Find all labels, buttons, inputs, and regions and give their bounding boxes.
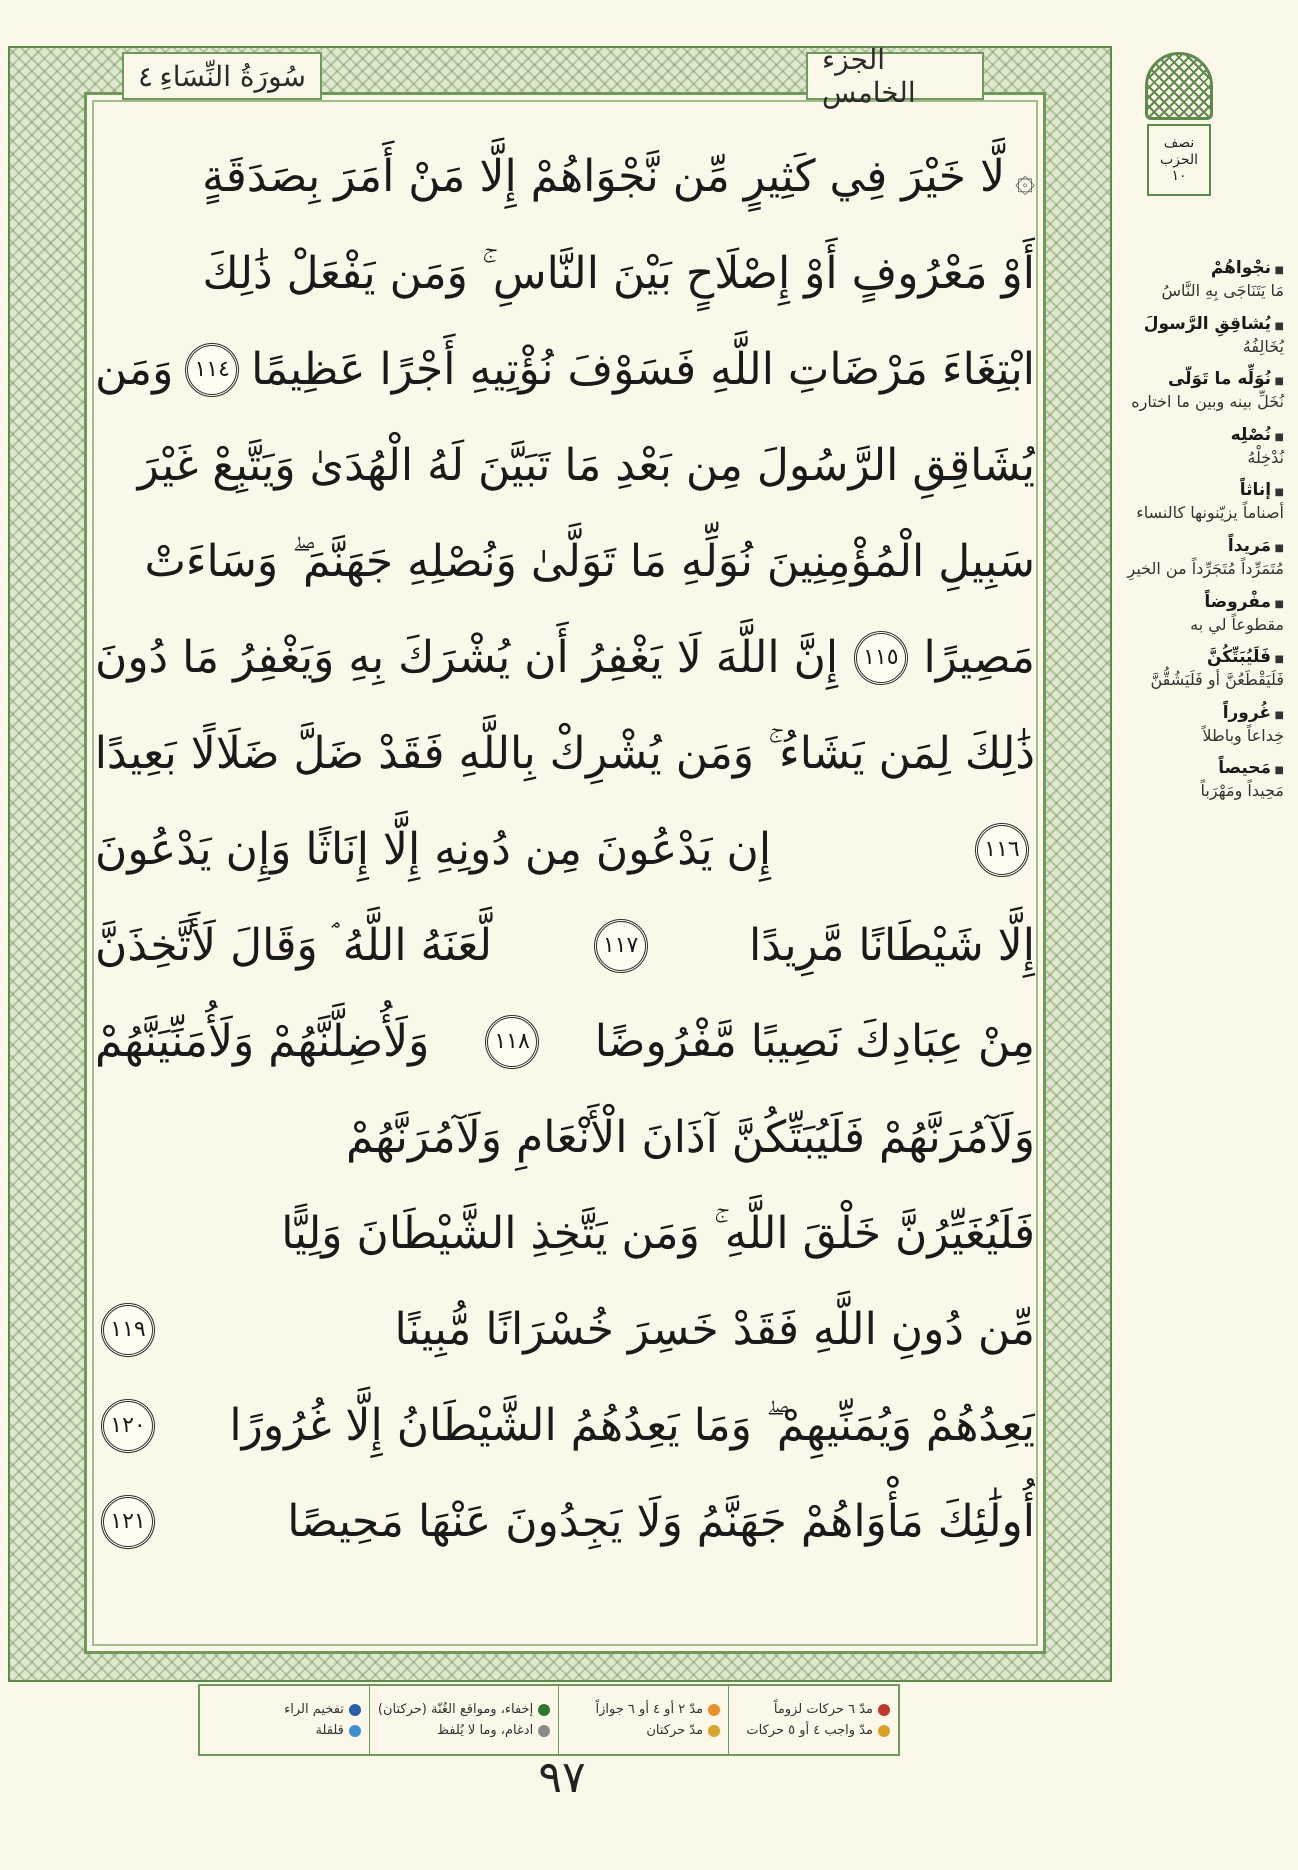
legend-item: تفخيم الراء xyxy=(208,1702,361,1717)
verse-line: ۞لَّا خَيْرَ فِي كَثِيرٍ مِّن نَّجْوَاهُمْ إِلَّا مَنْ أَمَرَ بِصَدَقَةٍ xyxy=(202,150,1035,202)
ayah-number-marker: ١٢١ xyxy=(101,1495,155,1549)
glossary-item: ■ نجْواهُمْ مَا يَتَنَاجَى بِهِ النَّاسُ xyxy=(1124,258,1284,304)
glossary-item: ■ فَلَيُبَتِّكُنَّ فَلَيَقْطَعُنَّ أو فَلَيَشُقُّنَّ xyxy=(1124,647,1284,693)
ayah-number-marker: ١١٦ xyxy=(975,823,1029,877)
color-dot-icon xyxy=(349,1704,361,1716)
glossary-item: ■ مفْروضاً مقطوعاً لي به xyxy=(1124,592,1284,638)
color-dot-icon xyxy=(878,1704,890,1716)
verse-line: فَلَيُغَيِّرُنَّ خَلْقَ اللَّهِ ۚ وَمَن يَتَّخِذِ الشَّيْطَانَ وَلِيًّا xyxy=(281,1208,1035,1259)
legend-column xyxy=(728,1686,898,1754)
surah-number: ٤ xyxy=(138,59,154,93)
verse-line: إِلَّا شَيْطَانًا مَّرِيدًا ١١٧ لَّعَنَهُ اللَّهُ ۘ وَقَالَ لَأَتَّخِذَنَّ xyxy=(95,920,1035,971)
legend-item: مدّ حركتان xyxy=(567,1723,720,1738)
ayah-number-marker: ١١٤ xyxy=(185,343,239,397)
ayah-number-marker: ١١٧ xyxy=(594,919,648,973)
ayah-number-marker: ١١٨ xyxy=(485,1015,539,1069)
glossary-item: ■ إناثاً أصناماً يزيّنونها كالنساء xyxy=(1124,480,1284,526)
verse-line: أَوْ مَعْرُوفٍ أَوْ إِصْلَاحٍ بَيْنَ النَّاسِ ۚ وَمَن يَفْعَلْ ذَٰلِكَ xyxy=(202,248,1035,299)
color-dot-icon xyxy=(349,1725,361,1737)
glossary-item: ■ غُروراً خِداعاً وباطلاً xyxy=(1124,703,1284,749)
glossary-item: ■ مَحيصاً مَحِيداً ومَهْرَباً xyxy=(1124,758,1284,804)
verse-line: ابْتِغَاءَ مَرْضَاتِ اللَّهِ فَسَوْفَ نُؤْتِيهِ أَجْرًا عَظِيمًا ١١٤ وَمَن xyxy=(95,344,1035,395)
verses-block xyxy=(95,130,1035,1640)
hizb-ornament-icon xyxy=(1145,52,1213,120)
color-dot-icon xyxy=(708,1704,720,1716)
ayah-number-marker: ١١٥ xyxy=(854,631,908,685)
verse-line: يَعِدُهُمْ وَيُمَنِّيهِمْ ۖ وَمَا يَعِدُهُمُ الشَّيْطَانُ إِلَّا غُرُورًا ١٢٠ xyxy=(95,1378,1035,1474)
verse-line: ١١٦ إِن يَدْعُونَ مِن دُونِهِ إِلَّا إِنَاثًا وَإِن يَدْعُونَ xyxy=(95,802,1035,898)
color-dot-icon xyxy=(708,1725,720,1737)
verse-line: مِّن دُونِ اللَّهِ فَقَدْ خَسِرَ خُسْرَانًا مُّبِينًا ١١٩ xyxy=(95,1282,1035,1378)
verse-line: وَلَآمُرَنَّهُمْ فَلَيُبَتِّكُنَّ آذَانَ الْأَنْعَامِ وَلَآمُرَنَّهُمْ xyxy=(346,1112,1035,1163)
verse-line: ذَٰلِكَ لِمَن يَشَاءُ ۚ وَمَن يُشْرِكْ بِاللَّهِ فَقَدْ ضَلَّ ضَلَالًا بَعِيدًا xyxy=(95,728,1035,779)
hizb-label-box: نصف الحزب ١٠ xyxy=(1147,124,1211,196)
legend-column xyxy=(558,1686,728,1754)
verse-line: أُولَٰئِكَ مَأْوَاهُمْ جَهَنَّمُ وَلَا يَجِدُونَ عَنْهَا مَحِيصًا ١٢١ xyxy=(95,1474,1035,1570)
legend-column xyxy=(369,1686,558,1754)
glossary-item: ■ مَريداً مُتَمَرِّداً مُتَجَرِّداً من الخيرِ xyxy=(1124,536,1284,582)
legend-item: مدّ واجب ٤ أو ٥ حركات xyxy=(737,1723,890,1738)
page-number: ٩٧ xyxy=(538,1752,586,1803)
margin-glossary xyxy=(1124,258,1284,814)
surah-header xyxy=(122,52,322,100)
legend-item: ادغام، وما لا يُلفظ xyxy=(378,1723,550,1738)
ayah-number-marker: ١١٩ xyxy=(101,1303,155,1357)
juz-name: الجزء الخامس xyxy=(822,43,916,109)
rub-hizb-star-icon: ۞ xyxy=(1015,159,1035,200)
surah-name: سُورَةُ النِّسَاءِ xyxy=(159,59,306,93)
color-dot-icon xyxy=(538,1725,550,1737)
color-dot-icon xyxy=(538,1704,550,1716)
legend-item: مدّ ٢ أو ٤ أو ٦ جوازاً xyxy=(567,1702,720,1717)
ayah-number-marker: ١٢٠ xyxy=(101,1399,155,1453)
verse-line: مَصِيرًا ١١٥ إِنَّ اللَّهَ لَا يَغْفِرُ أَن يُشْرَكَ بِهِ وَيَغْفِرُ مَا دُونَ xyxy=(95,632,1035,683)
hizb-marker xyxy=(1140,52,1218,212)
verse-line: مِنْ عِبَادِكَ نَصِيبًا مَّفْرُوضًا ١١٨ وَلَأُضِلَّنَّهُمْ وَلَأُمَنِّيَنَّهُمْ xyxy=(95,1016,1035,1067)
juz-header xyxy=(806,43,984,109)
glossary-item: ■ نُوَلِّه ما تَوَلّى نُخَلِّ بينه وبين ما اختاره xyxy=(1124,369,1284,415)
legend-item: إخفاء، ومواقع الغُنّة (حركتان) xyxy=(378,1702,550,1717)
legend-item: قلقلة xyxy=(208,1723,361,1738)
tajweed-legend xyxy=(198,1684,900,1756)
verse-line: يُشَاقِقِ الرَّسُولَ مِن بَعْدِ مَا تَبَيَّنَ لَهُ الْهُدَىٰ وَيَتَّبِعْ غَيْرَ xyxy=(137,440,1035,491)
verse-line: سَبِيلِ الْمُؤْمِنِينَ نُوَلِّهِ مَا تَوَلَّىٰ وَنُصْلِهِ جَهَنَّمَ ۖ وَسَاءَتْ xyxy=(144,536,1035,587)
glossary-item: ■ نُصْلِه نُدْخِلْهُ xyxy=(1124,425,1284,471)
legend-item: مدّ ٦ حركات لزوماً xyxy=(737,1702,890,1717)
legend-column xyxy=(200,1686,369,1754)
glossary-item: ■ يُشاقِقِ الرَّسولَ يُخَالِفُهُ xyxy=(1124,314,1284,360)
color-dot-icon xyxy=(878,1725,890,1737)
